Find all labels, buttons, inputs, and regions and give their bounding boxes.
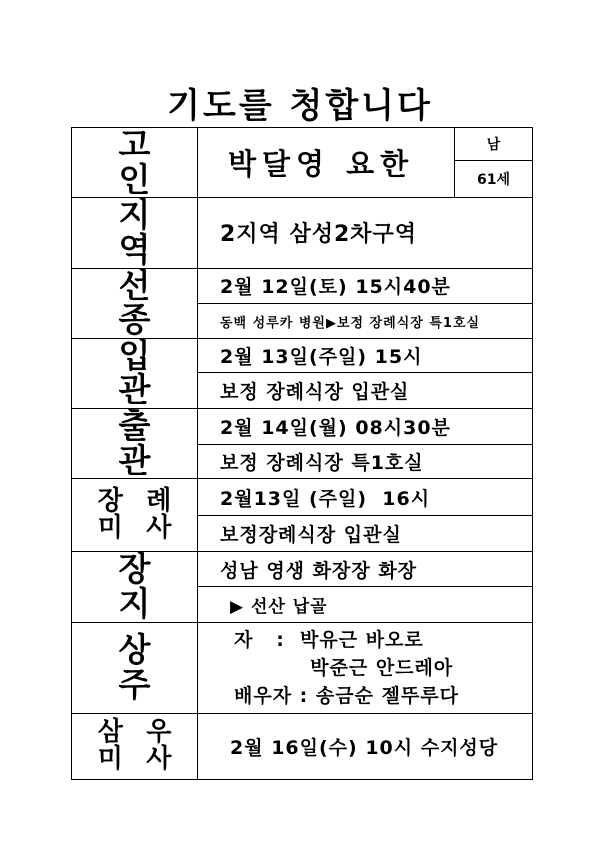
third-day-mass-label: 삼 우 미 사 bbox=[72, 713, 198, 779]
departure-place: 보정 장례식장 특1호실 bbox=[198, 444, 533, 479]
deceased-label: 고 인 bbox=[72, 128, 198, 198]
funeral-mass-place: 보정장례식장 입관실 bbox=[198, 516, 533, 552]
burial-label: 장 지 bbox=[72, 552, 198, 622]
page-title: 기도를 청합니다 bbox=[167, 86, 433, 126]
chief-mourner-line: 배우자 : 송금순 젤뚜루다 bbox=[234, 684, 459, 707]
region-value: 2지역 삼성2차구역 bbox=[198, 198, 533, 268]
death-place: 동백 성루카 병원▶보정 장례식장 특1호실 bbox=[198, 304, 533, 339]
deceased-age: 61세 bbox=[455, 161, 533, 198]
burial-line1: 성남 영생 화장장 화장 bbox=[198, 552, 533, 587]
region-label: 지 역 bbox=[72, 198, 198, 268]
encoffin-label: 입 관 bbox=[72, 338, 198, 408]
departure-label: 출 관 bbox=[72, 409, 198, 479]
chief-mourner-line: 박준근 안드레아 bbox=[234, 656, 454, 679]
death-date: 2월 12일(토) 15시40분 bbox=[198, 268, 533, 304]
funeral-mass-label: 장 례 미 사 bbox=[72, 479, 198, 552]
departure-date: 2월 14일(월) 08시30분 bbox=[198, 409, 533, 445]
deceased-name: 박달영 요한 bbox=[198, 128, 455, 198]
encoffin-date: 2월 13일(주일) 15시 bbox=[198, 338, 533, 373]
funeral-mass-date: 2월13일 (주일) 16시 bbox=[198, 479, 533, 516]
chief-mourner-list bbox=[198, 622, 533, 713]
chief-mourner-line: 자 : 박유근 바오로 bbox=[234, 628, 424, 651]
burial-line2: ▶ 선산 납골 bbox=[198, 587, 533, 623]
encoffin-place: 보정 장례식장 입관실 bbox=[198, 373, 533, 409]
deceased-gender: 남 bbox=[455, 128, 533, 161]
funeral-notice-table bbox=[71, 127, 533, 780]
chief-mourner-label: 상 주 bbox=[72, 622, 198, 713]
death-label: 선 종 bbox=[72, 268, 198, 338]
third-day-mass-value: 2월 16일(수) 10시 수지성당 bbox=[198, 713, 533, 779]
